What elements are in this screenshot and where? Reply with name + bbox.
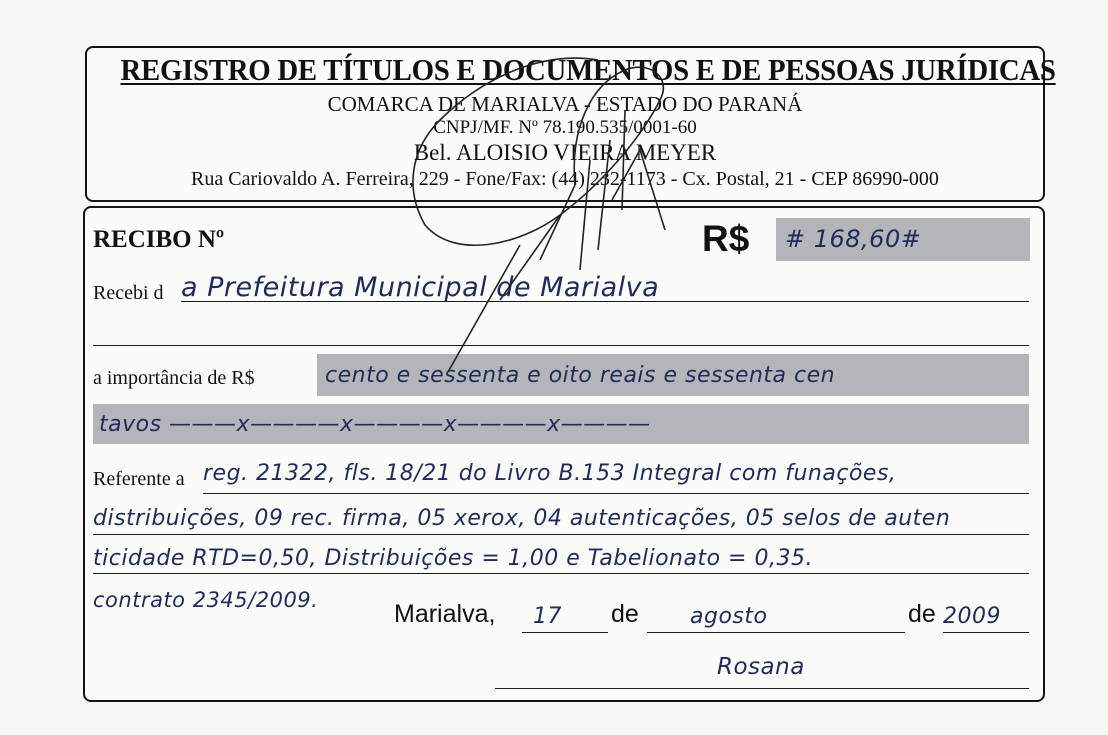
amount-words-label: a importância de R$	[93, 367, 255, 389]
reference-line-2: distribuições, 09 rec. firma, 05 xerox, 04 autenticações, 05 selos de auten	[93, 506, 951, 531]
reference-label: Referente a	[93, 468, 185, 490]
signature-text: Rosana	[717, 654, 805, 680]
reference-line-1: reg. 21322, fls. 18/21 do Livro B.153 Integral com funações,	[203, 461, 897, 486]
amount-value: # 168,60#	[785, 225, 922, 253]
date-day: 17	[533, 604, 562, 629]
reference-underline-1	[203, 493, 1029, 494]
received-from-value: a Prefeitura Municipal de Marialva	[181, 272, 660, 303]
reference-underline-2	[93, 534, 1029, 535]
registrar-name: Bel. ALOISIO VIEIRA MEYER	[413, 140, 717, 165]
registry-title: REGISTRO DE TÍTULOS E DOCUMENTOS E DE PESSOAS JURÍDICAS	[120, 52, 1056, 87]
currency-symbol: R$	[702, 218, 750, 259]
registry-address: Rua Cariovaldo A. Ferreira, 229 - Fone/Fax: (44) 232-1173 - Cx. Postal, 21 - CEP 86990-000	[191, 168, 939, 190]
receipt-form	[83, 206, 1045, 702]
city-label: Marialva,	[394, 600, 496, 628]
date-de-2: de	[908, 600, 936, 628]
receipt-title: RECIBO Nº	[93, 226, 225, 253]
date-year: 2009	[943, 604, 1001, 629]
amount-words-line-2: tavos ———x————x————x————x————	[99, 412, 651, 437]
amount-words-line-1: cento e sessenta e oito reais e sessenta cen	[325, 363, 836, 388]
received-from-label: Recebi d	[93, 282, 164, 304]
registry-subtitle: COMARCA DE MARIALVA - ESTADO DO PARANÁ	[327, 92, 803, 116]
registry-cnpj: CNPJ/MF. Nº 78.190.535/0001-60	[433, 117, 697, 138]
reference-line-4: contrato 2345/2009.	[93, 588, 319, 612]
blank-line	[93, 345, 1029, 346]
registry-header	[85, 46, 1056, 202]
date-month: agosto	[690, 604, 768, 629]
signature-line	[495, 688, 1029, 689]
date-de-1: de	[611, 600, 639, 628]
date-month-line	[647, 632, 905, 633]
reference-underline-3	[93, 573, 1029, 574]
date-day-line	[522, 632, 608, 633]
date-year-line	[943, 632, 1029, 633]
received-from-line	[181, 301, 1029, 302]
reference-line-3: ticidade RTD=0,50, Distribuições = 1,00 e Tabelionato = 0,35.	[93, 546, 813, 571]
